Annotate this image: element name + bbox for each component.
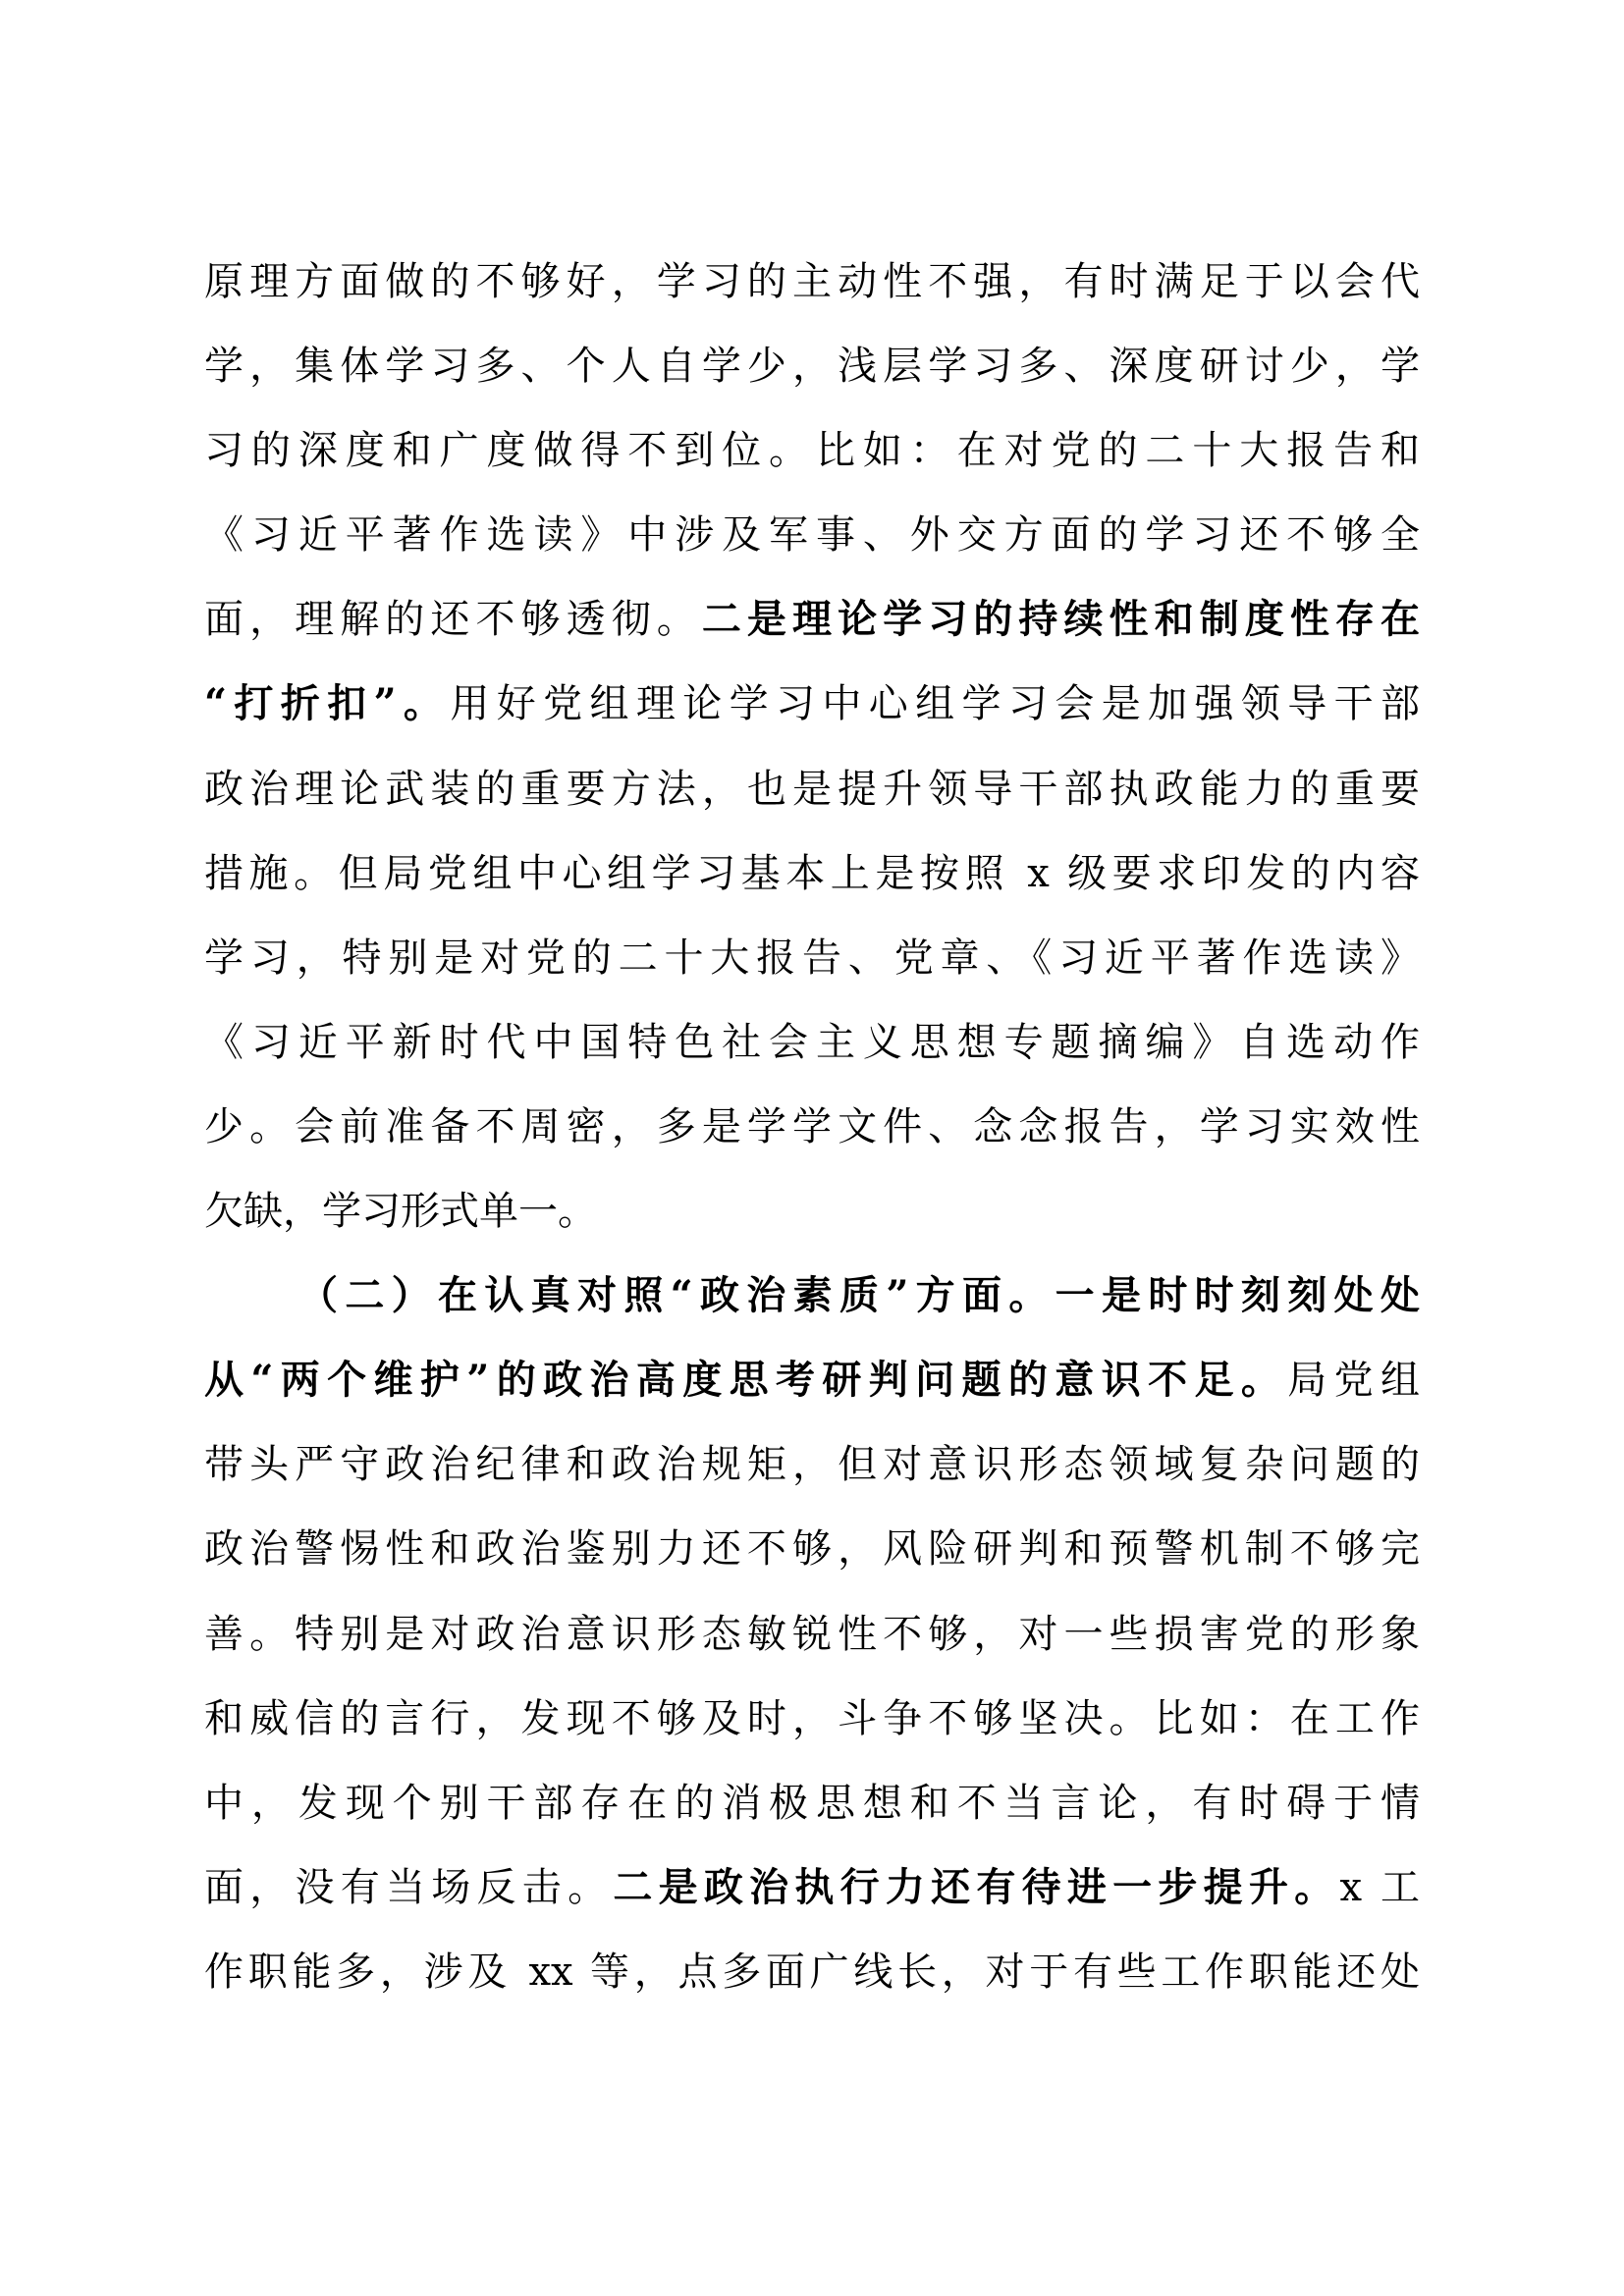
text-line: [204, 408, 1420, 493]
text-line: [204, 747, 1420, 831]
text-line: [204, 1085, 1420, 1169]
text-line: [204, 1592, 1420, 1677]
text-run: 措施。但局党组中心组学习基本上是按照 x 级要求印发的内容: [204, 850, 1420, 896]
text-run: 局党组: [1287, 1358, 1421, 1404]
text-line: [204, 831, 1420, 916]
text-line: [204, 1761, 1420, 1845]
text-run: 欠缺，学习形式单一。: [204, 1189, 597, 1235]
bold-text-run: 二是理论学习的持续性和制度性存在: [701, 596, 1421, 643]
text-line: [204, 1000, 1420, 1085]
text-run: 作职能多，涉及 xx 等，点多面广线长，对于有些工作职能还处: [204, 1949, 1420, 1995]
text-line: [204, 1507, 1420, 1591]
text-line: [204, 493, 1420, 577]
text-run: x 工: [1339, 1864, 1421, 1910]
text-line: [204, 1677, 1420, 1761]
bold-text-run: 二是政治执行力还有待进一步提升。: [613, 1863, 1340, 1910]
text-run: 用好党组理论学习中心组学习会是加强领导干部: [450, 681, 1421, 727]
text-line: [204, 1338, 1420, 1422]
text-run: 政治警惕性和政治鉴别力还不够，风险研判和预警机制不够完: [204, 1526, 1420, 1573]
text-line: [204, 916, 1420, 1000]
text-run: 《习近平新时代中国特色社会主义思想专题摘编》自选动作: [204, 1019, 1420, 1065]
text-run: 政治理论武装的重要方法，也是提升领导干部执政能力的重要: [204, 766, 1420, 812]
text-run: 《习近平著作选读》中涉及军事、外交方面的学习还不够全: [204, 512, 1420, 559]
text-line: [204, 577, 1420, 662]
text-run: 学习，特别是对党的二十大报告、党章、《习近平著作选读》: [204, 934, 1420, 981]
text-run: 原理方面做的不够好，学习的主动性不强，有时满足于以会代: [204, 259, 1420, 304]
text-run: 学，集体学习多、个人自学少，浅层学习多、深度研讨少，学: [204, 344, 1420, 390]
bold-text-run: （二）在认真对照“政治素质”方面。一是时时刻刻处处: [298, 1272, 1420, 1319]
text-line: [204, 240, 1420, 324]
body-text: [204, 240, 1420, 2014]
section-heading-line: [204, 1254, 1420, 1338]
text-run: 习的深度和广度做得不到位。比如：在对党的二十大报告和: [204, 428, 1420, 474]
text-line: [204, 1422, 1420, 1507]
text-run: 少。会前准备不周密，多是学学文件、念念报告，学习实效性: [204, 1103, 1420, 1149]
text-line: [204, 1930, 1420, 2014]
text-line: [204, 1845, 1420, 1930]
text-run: 善。特别是对政治意识形态敏锐性不够，对一些损害党的形象: [204, 1611, 1420, 1657]
text-run: 面，没有当场反击。: [204, 1864, 614, 1910]
bold-text-run: 从“两个维护”的政治高度思考研判问题的意识不足。: [204, 1357, 1288, 1404]
text-run: 中，发现个别干部存在的消极思想和不当言论，有时碍于情: [204, 1780, 1420, 1826]
text-line: [204, 324, 1420, 408]
text-line: [204, 662, 1420, 746]
text-line: [204, 1169, 1420, 1254]
text-run: 面，理解的还不够透彻。: [204, 597, 702, 643]
bold-text-run: “打折扣”。: [204, 680, 451, 727]
text-run: 和威信的言行，发现不够及时，斗争不够坚决。比如：在工作: [204, 1695, 1420, 1741]
text-run: 带头严守政治纪律和政治规矩，但对意识形态领域复杂问题的: [204, 1442, 1420, 1488]
